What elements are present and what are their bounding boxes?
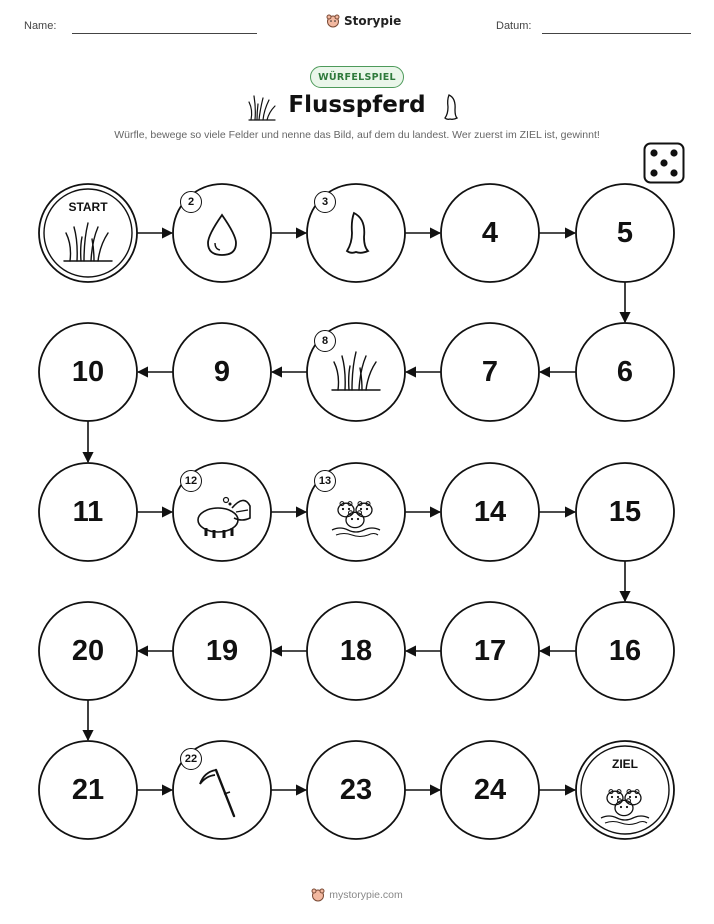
- field-number: 17: [473, 634, 507, 667]
- field-number-badge: 12: [180, 470, 202, 492]
- storypie-mascot-icon: [311, 888, 325, 902]
- field-number: 23: [339, 773, 373, 806]
- field-number: 6: [616, 355, 634, 388]
- field-number-badge: 2: [180, 191, 202, 213]
- field-number: 18: [339, 634, 373, 667]
- field-number: 5: [616, 216, 634, 249]
- field-number: 10: [71, 355, 105, 388]
- start-label: START: [68, 200, 108, 214]
- field-number: 16: [608, 634, 642, 667]
- field-number: 11: [72, 495, 104, 528]
- field-number: 9: [213, 355, 231, 388]
- field-number-badge: 22: [180, 748, 202, 770]
- start-field: [39, 184, 137, 282]
- page-title: Flusspferd: [288, 92, 426, 118]
- goal-label: ZIEL: [612, 757, 638, 771]
- field-number: 19: [205, 634, 239, 667]
- field-number-badge: 13: [314, 470, 336, 492]
- field-number: 4: [481, 216, 499, 249]
- field-number: 7: [481, 355, 499, 388]
- footer-url: mystorypie.com: [329, 889, 403, 901]
- field-number: 15: [608, 495, 642, 528]
- footer: [0, 888, 714, 902]
- field-number: 21: [71, 773, 105, 806]
- game-type-badge: WÜRFELSPIEL: [310, 66, 404, 88]
- field-number: 20: [71, 634, 105, 667]
- instructions-text: Würfle, bewege so viele Felder und nenne das Bild, auf dem du landest. Wer zuerst im ZIEL ist, gewinnt!: [114, 129, 600, 141]
- field-number-badge: 3: [314, 191, 336, 213]
- field-number: 14: [473, 495, 507, 528]
- brand-name: Storypie: [344, 14, 402, 28]
- field-number: 24: [473, 773, 507, 806]
- date-label: Datum:: [496, 20, 532, 32]
- name-label: Name:: [24, 20, 57, 32]
- field-number-badge: 8: [314, 330, 336, 352]
